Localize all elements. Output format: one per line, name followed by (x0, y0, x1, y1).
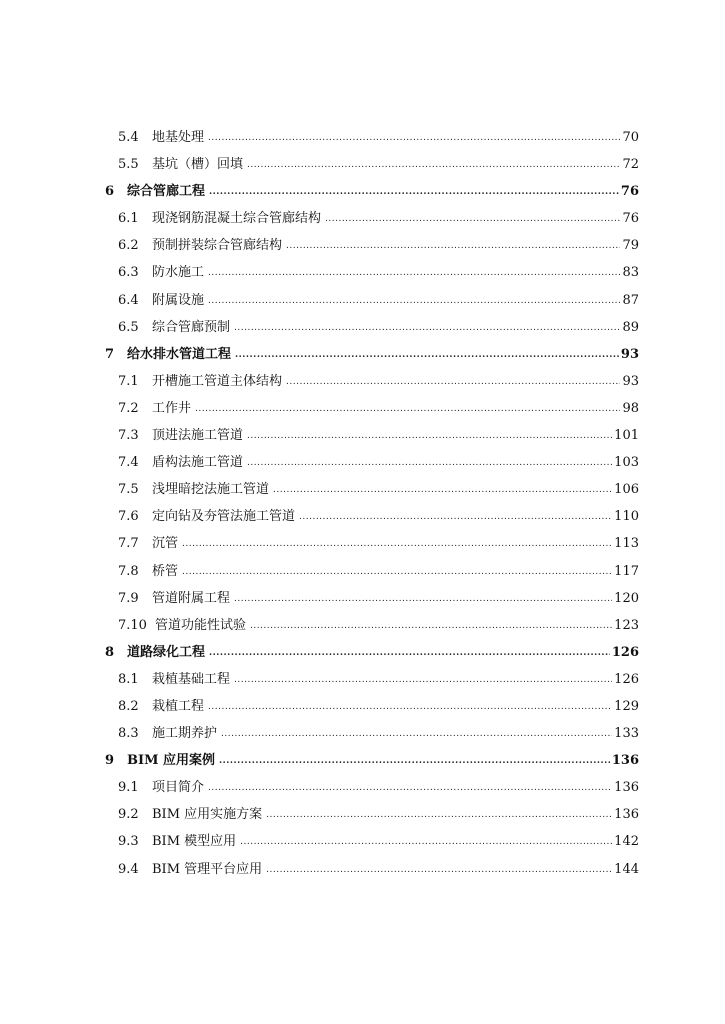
toc-entry-page: 117 (614, 563, 639, 579)
toc-entry-number: 7.6 (118, 509, 139, 525)
toc-entry-number: 7.3 (118, 428, 139, 444)
toc-chapter-entry[interactable] (105, 639, 639, 666)
toc-entry-title: 施工期养护 (152, 726, 218, 742)
toc-entry-page: 133 (614, 726, 639, 742)
table-of-contents (105, 124, 639, 883)
toc-entry-number: 9.3 (118, 834, 139, 850)
toc-entry-page: 98 (622, 400, 639, 416)
toc-entry[interactable] (105, 232, 639, 259)
toc-entry[interactable] (105, 585, 639, 612)
toc-entry-page: 93 (620, 346, 639, 362)
toc-entry[interactable] (105, 530, 639, 557)
toc-entry-number: 7.5 (118, 482, 139, 498)
dot-leader (208, 775, 612, 802)
toc-entry-number: 6.4 (118, 292, 139, 308)
toc-entry[interactable] (105, 856, 639, 883)
toc-chapter-entry[interactable] (105, 747, 639, 774)
toc-entry[interactable] (105, 422, 639, 449)
toc-entry-number: 8.1 (118, 671, 139, 687)
toc-entry[interactable] (105, 612, 639, 639)
dot-leader (247, 450, 612, 477)
toc-entry-title: 地基处理 (152, 130, 205, 145)
toc-entry[interactable] (105, 259, 639, 286)
toc-entry-number: 5.4 (118, 130, 139, 145)
dot-leader (286, 233, 620, 260)
toc-chapter-entry[interactable] (105, 178, 639, 205)
toc-entry[interactable] (105, 395, 639, 422)
toc-entry[interactable] (105, 205, 639, 232)
dot-leader (247, 152, 620, 179)
dot-leader (208, 125, 620, 152)
dot-leader (234, 315, 620, 342)
toc-entry-title: 管道功能性试验 (154, 617, 246, 633)
toc-entry-number: 8.3 (118, 726, 139, 742)
toc-entry[interactable] (105, 774, 639, 801)
toc-entry-number: 7 (105, 346, 115, 362)
toc-entry-number: 6.2 (118, 238, 139, 254)
toc-entry-number: 7.1 (118, 373, 139, 389)
toc-entry-page: 103 (614, 455, 639, 471)
toc-entry-title: 道路绿化工程 (127, 644, 206, 660)
toc-entry-page: 83 (622, 265, 639, 281)
toc-entry-number: 7.4 (118, 455, 139, 471)
toc-entry-title: 工作井 (152, 400, 192, 416)
toc-entry[interactable] (105, 151, 639, 178)
toc-entry-number: 9.4 (118, 861, 139, 877)
dot-leader (325, 206, 620, 233)
toc-entry-page: 101 (614, 428, 639, 444)
toc-entry[interactable] (105, 124, 639, 151)
toc-entry-page: 142 (614, 834, 639, 850)
dot-leader (240, 829, 612, 856)
toc-entry-title: BIM 模型应用 (152, 834, 237, 850)
toc-entry[interactable] (105, 503, 639, 530)
toc-entry-number: 9 (105, 753, 115, 769)
toc-entry[interactable] (105, 314, 639, 341)
toc-entry-number: 6 (105, 184, 115, 200)
toc-entry-title: 基坑（槽）回填 (152, 157, 244, 173)
toc-entry-page: 136 (614, 807, 639, 823)
toc-entry-title: 项目简介 (152, 780, 205, 796)
toc-entry-page: 123 (614, 617, 639, 633)
toc-entry-title: 开槽施工管道主体结构 (152, 373, 283, 389)
toc-entry-title: 栽植基础工程 (152, 671, 231, 687)
toc-entry-title: BIM 应用案例 (127, 753, 215, 769)
toc-entry-page: 110 (614, 509, 639, 525)
dot-leader (182, 559, 612, 586)
toc-entry-number: 9.2 (118, 807, 139, 823)
dot-leader (182, 531, 612, 558)
toc-entry-title: 桥管 (152, 563, 179, 579)
toc-entry-page: 87 (622, 292, 639, 308)
toc-entry-title: 浅埋暗挖法施工管道 (152, 482, 270, 498)
toc-entry[interactable] (105, 801, 639, 828)
toc-entry-page: 113 (614, 536, 639, 552)
dot-leader (221, 721, 612, 748)
toc-entry-number: 8.2 (118, 698, 139, 714)
toc-entry-title: 防水施工 (152, 265, 205, 281)
toc-entry-title: 附属设施 (152, 292, 205, 308)
dot-leader (299, 504, 612, 531)
toc-entry-title: 顶进法施工管道 (152, 428, 244, 444)
dot-leader (208, 288, 620, 315)
toc-entry-page: 93 (622, 373, 639, 389)
toc-entry-number: 7.2 (118, 400, 139, 416)
toc-entry[interactable] (105, 666, 639, 693)
dot-leader (273, 477, 612, 504)
dot-leader (208, 260, 620, 287)
toc-entry-page: 129 (614, 698, 639, 714)
toc-entry-number: 5.5 (118, 157, 139, 173)
toc-entry-title: 现浇钢筋混凝土综合管廊结构 (152, 211, 322, 227)
toc-entry[interactable] (105, 693, 639, 720)
toc-entry-page: 70 (622, 130, 639, 145)
toc-entry-title: 盾构法施工管道 (152, 455, 244, 471)
dot-leader (208, 694, 612, 721)
toc-entry-title: 综合管廊预制 (152, 319, 231, 335)
toc-entry[interactable] (105, 720, 639, 747)
dot-leader (286, 369, 620, 396)
toc-entry-page: 76 (620, 184, 639, 200)
toc-entry-number: 7.10 (118, 617, 147, 633)
toc-entry-page: 126 (611, 644, 639, 660)
toc-entry-title: 沉管 (152, 536, 179, 552)
toc-entry[interactable] (105, 828, 639, 855)
toc-entry-number: 7.9 (118, 590, 139, 606)
dot-leader (266, 802, 612, 829)
toc-entry[interactable] (105, 287, 639, 314)
dot-leader (266, 857, 612, 884)
dot-leader (235, 342, 619, 369)
toc-entry-title: 预制拼装综合管廊结构 (152, 238, 283, 254)
toc-entry-number: 6.3 (118, 265, 139, 281)
toc-entry-page: 120 (614, 590, 639, 606)
toc-entry-title: 给水排水管道工程 (127, 346, 232, 362)
toc-entry-number: 9.1 (118, 780, 139, 796)
dot-leader (234, 667, 612, 694)
toc-entry-number: 8 (105, 644, 115, 660)
toc-entry-number: 7.8 (118, 563, 139, 579)
dot-leader (195, 396, 620, 423)
dot-leader (219, 748, 610, 775)
toc-entry[interactable] (105, 476, 639, 503)
toc-entry-page: 136 (614, 780, 639, 796)
toc-entry[interactable] (105, 558, 639, 585)
dot-leader (234, 586, 612, 613)
dot-leader (250, 613, 612, 640)
dot-leader (209, 640, 610, 667)
toc-entry-title: 栽植工程 (152, 698, 205, 714)
toc-entry-page: 136 (611, 753, 639, 769)
toc-entry-page: 126 (614, 671, 639, 687)
toc-entry-title: BIM 应用实施方案 (152, 807, 263, 823)
toc-entry[interactable] (105, 368, 639, 395)
toc-entry-title: 综合管廊工程 (127, 184, 206, 200)
toc-entry-page: 106 (614, 482, 639, 498)
toc-entry-page: 76 (622, 211, 639, 227)
toc-entry-title: 管道附属工程 (152, 590, 231, 606)
toc-entry-page: 89 (622, 319, 639, 335)
toc-entry-number: 6.5 (118, 319, 139, 335)
toc-entry-page: 72 (622, 157, 639, 173)
toc-entry-number: 6.1 (118, 211, 139, 227)
dot-leader (209, 179, 619, 206)
toc-entry-title: BIM 管理平台应用 (152, 861, 263, 877)
toc-entry-title: 定向钻及夯管法施工管道 (152, 509, 296, 525)
toc-entry[interactable] (105, 449, 639, 476)
toc-entry-number: 7.7 (118, 536, 139, 552)
dot-leader (247, 423, 612, 450)
toc-entry-page: 79 (622, 238, 639, 254)
toc-chapter-entry[interactable] (105, 341, 639, 368)
toc-entry-page: 144 (614, 861, 639, 877)
